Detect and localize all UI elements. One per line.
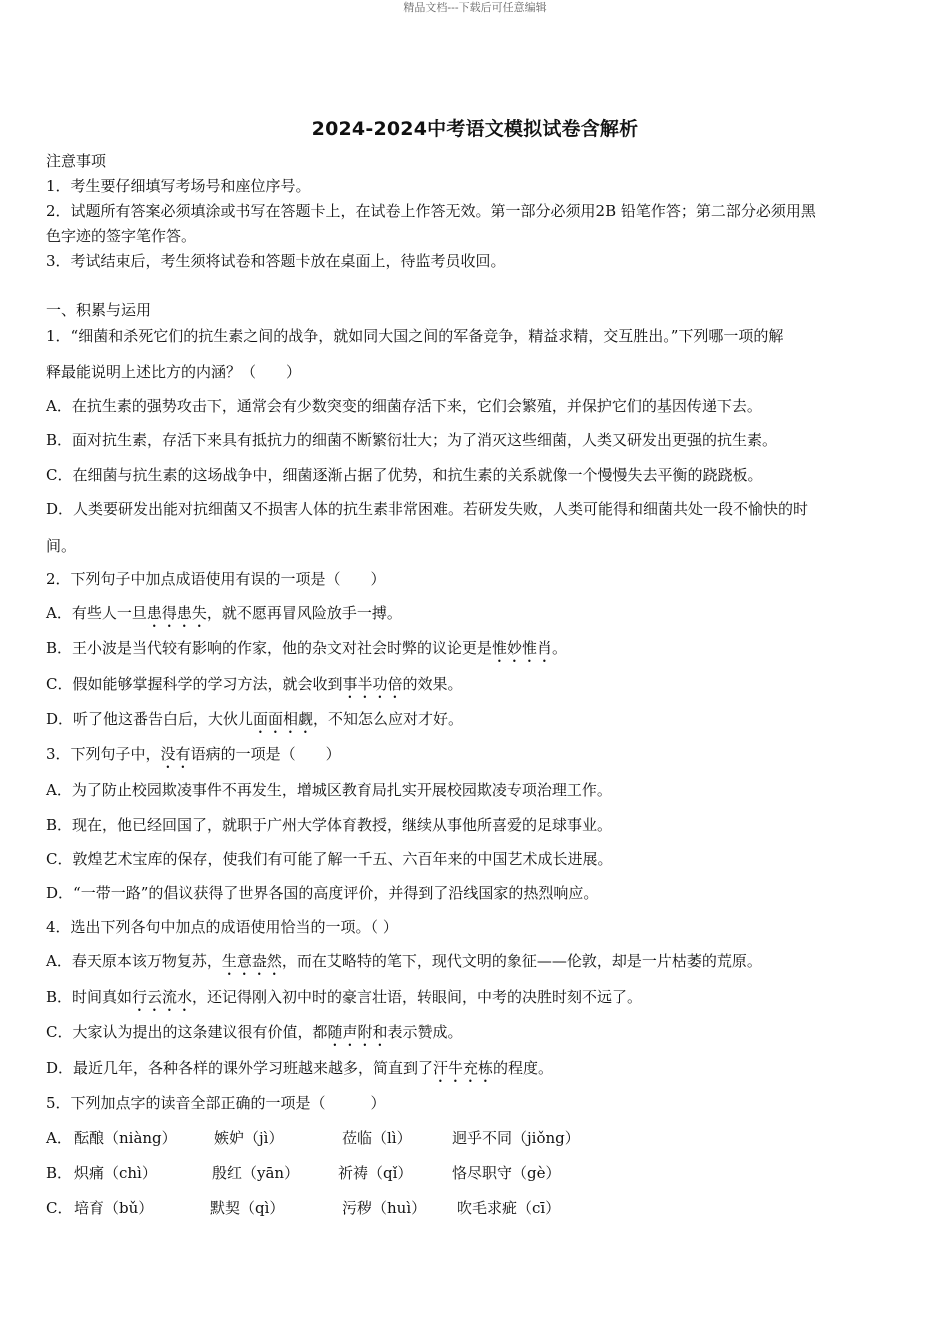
q3-option-a: A．为了防止校园欺凌事件不再发生，增城区教育局扎实开展校园欺凌专项治理工作。: [46, 781, 612, 799]
q1-option-d: D．人类要研发出能对抗细菌又不损害人体的抗生素非常困难。若研发失败，人类可能得和细菌共处一段不愉快的时: [46, 500, 809, 518]
q5-item: 莅临（lì）: [342, 1129, 412, 1147]
q5-item: 嫉妒（jì）: [214, 1129, 284, 1147]
q5-option-c: C． 培育（bǔ） 默契（qì） 污秽（huì） 吹毛求疵（cī）: [46, 1199, 561, 1217]
q3-option-b: B．现在，他已经回国了，就职于广州大学体育教授，继续从事他所喜爱的足球事业。: [46, 816, 613, 834]
q1-stem: 1．“细菌和杀死它们的抗生素之间的战争，就如同大国之间的军备竞争，精益求精，交互胜出。”下列哪一项的解: [46, 327, 784, 345]
q5-item: 炽痛（chì）: [74, 1164, 157, 1182]
emphasis-idiom: 面面相觑: [253, 710, 314, 728]
q3-option-d: D．“一带一路”的倡议获得了世界各国的高度评价，并得到了沿线国家的热烈响应。: [46, 884, 599, 902]
q1-option-b: B．面对抗生素，存活下来具有抵抗力的细菌不断繁衍壮大；为了消灭这些细菌，人类又研发出更强的抗生素。: [46, 431, 778, 449]
page-header: 精品文档---下载后可任意编辑: [403, 1, 547, 14]
q5-option-b: B． 炽痛（chì） 殷红（yān） 祈祷（qǐ） 恪尽职守（gè）: [46, 1164, 561, 1182]
q4-option-b: B．时间真如行云流水，还记得刚入初中时的豪言壮语，转眼间，中考的决胜时刻不远了。: [46, 988, 643, 1006]
q5-item: 污秽（huì）: [342, 1199, 427, 1217]
q5-item: 酝酿（niàng）: [74, 1129, 177, 1147]
q5-option-a: A． 酝酿（niàng） 嫉妒（jì） 莅临（lì） 迥乎不同（jiǒng）: [46, 1129, 580, 1147]
emphasis-idiom: 行云流水: [132, 988, 193, 1006]
emphasis-word: 没有: [160, 745, 191, 763]
page-title: 2024-2024中考语文模拟试卷含解析: [311, 118, 639, 140]
emphasis-idiom: 生意盎然: [221, 952, 282, 970]
section-heading: 一、积累与运用: [46, 301, 152, 319]
q1-option-d: 间。: [46, 537, 77, 555]
q5-item: 吹毛求疵（cī）: [457, 1199, 561, 1217]
q4-stem: 4．选出下列各句中加点的成语使用恰当的一项。（ ）: [46, 918, 398, 936]
q2-option-a: A．有些人一旦患得患失，就不愿再冒风险放手一搏。: [46, 604, 402, 622]
q5-stem: 5．下列加点字的读音全部正确的一项是（ ）: [46, 1094, 386, 1112]
q3-option-c: C．敦煌艺术宝库的保存，使我们有可能了解一千五、六百年来的中国艺术成长进展。: [46, 850, 613, 868]
q5-item: 恪尽职守（gè）: [452, 1164, 561, 1182]
emphasis-idiom: 事半功倍: [342, 675, 403, 693]
notice-item: 3．考试结束后，考生须将试卷和答题卡放在桌面上，待监考员收回。: [46, 252, 506, 270]
q2-option-d: D．听了他这番告白后，大伙儿面面相觑，不知怎么应对才好。: [46, 710, 464, 728]
q2-option-b: B．王小波是当代较有影响的作家，他的杂文对社会时弊的议论更是惟妙惟肖。: [46, 639, 568, 657]
q5-item: 祈祷（qǐ）: [338, 1164, 413, 1182]
emphasis-idiom: 惟妙惟肖: [492, 639, 553, 657]
notice-heading: 注意事项: [46, 152, 107, 170]
q3-stem: 3．下列句子中，没有语病的一项是（ ）: [46, 745, 341, 763]
emphasis-idiom: 患得患失: [146, 604, 207, 622]
q2-stem: 2．下列句子中加点成语使用有误的一项是（ ）: [46, 570, 386, 588]
q4-option-a: A．春天原本该万物复苏，生意盎然，而在艾略特的笔下，现代文明的象征——伦敦，却是一片枯萎的荒原。: [46, 952, 762, 970]
q5-item: 迥乎不同（jiǒng）: [452, 1129, 580, 1147]
q4-option-c: C．大家认为提出的这条建议很有价值，都随声附和表示赞成。: [46, 1023, 463, 1041]
emphasis-idiom: 汗牛充栋: [433, 1059, 494, 1077]
q1-option-a: A．在抗生素的强势攻击下，通常会有少数突变的细菌存活下来，它们会繁殖，并保护它们的基因传递下去。: [46, 397, 762, 415]
notice-item: 2．试题所有答案必须填涂或书写在答题卡上，在试卷上作答无效。第一部分必须用2B 铅笔作答；第二部分必须用黑: [46, 202, 816, 220]
q1-stem: 释最能说明上述比方的内涵？（ ）: [46, 363, 302, 381]
q2-option-c: C．假如能够掌握科学的学习方法，就会收到事半功倍的效果。: [46, 675, 463, 693]
emphasis-idiom: 随声附和: [327, 1023, 388, 1041]
notice-item: 色字迹的签字笔作答。: [46, 227, 197, 245]
q5-item: 培育（bǔ）: [74, 1199, 154, 1217]
q5-item: 殷红（yān）: [212, 1164, 300, 1182]
notice-item: 1．考生要仔细填写考场号和座位序号。: [46, 177, 311, 195]
q4-option-d: D．最近几年，各种各样的课外学习班越来越多，简直到了汗牛充栋的程度。: [46, 1059, 554, 1077]
q1-option-c: C．在细菌与抗生素的这场战争中，细菌逐渐占据了优势，和抗生素的关系就像一个慢慢失去平衡的跷跷板。: [46, 466, 763, 484]
q5-item: 默契（qì）: [210, 1199, 285, 1217]
